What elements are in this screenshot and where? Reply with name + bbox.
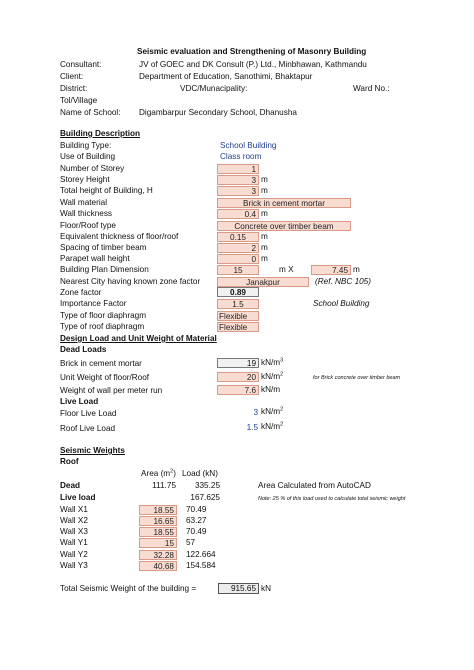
wall-thickness-cell[interactable]: 0.4: [217, 209, 259, 219]
row-dead-label: Dead: [60, 481, 81, 490]
parapet-unit: m: [261, 254, 268, 263]
live-load-heading: Live Load: [60, 397, 99, 406]
row-live-label: Live load: [60, 493, 96, 502]
beam-spacing-label: Spacing of timber beam: [60, 243, 147, 252]
roof-live-value: 1.5: [246, 423, 258, 432]
nearest-city-label: Nearest City having known zone factor: [60, 277, 201, 286]
consultant-label: Consultant:: [60, 60, 102, 69]
page-title: Seismic evaluation and Strengthening of Masonry Building: [137, 47, 367, 56]
floor-unit-cell[interactable]: 20: [217, 372, 259, 382]
plan-dimension-unit: m: [353, 265, 360, 274]
importance-cell[interactable]: 1.5: [217, 299, 259, 309]
total-label: Total Seismic Weight of the building =: [60, 584, 197, 593]
parapet-label: Parapet wall height: [60, 254, 130, 263]
use-label: Use of Building: [60, 152, 116, 161]
live-note: Note: 25 % of this load used to calculate total seismic weight: [258, 496, 406, 502]
wall-per-m-cell[interactable]: 7.6: [217, 385, 259, 395]
equiv-thickness-label: Equivalent thickness of floor/roof: [60, 232, 179, 241]
brick-value-cell[interactable]: 19: [217, 358, 259, 368]
school-label: Name of School:: [60, 108, 121, 117]
seismic-heading: Seismic Weights: [60, 446, 125, 455]
floor-diaphragm-label: Type of floor diaphragm: [60, 311, 147, 320]
total-value-cell[interactable]: 915.65: [218, 583, 259, 594]
area-note: Area Calculated from AutoCAD: [258, 481, 371, 490]
total-height-unit: m: [261, 186, 268, 195]
plan-dimension-separator: m X: [279, 265, 294, 274]
tol-label: Tol/Village: [60, 96, 98, 105]
school-value: Digambarpur Secondary School, Dhanusha: [139, 108, 297, 117]
importance-label: Importance Factor: [60, 299, 127, 308]
row-wall-x2-load: 63.27: [186, 516, 207, 525]
client-value: Department of Education, Sanothimi, Bhaktapur: [139, 72, 313, 81]
floor-roof-label: Floor/Roof type: [60, 221, 116, 230]
wall-material-cell[interactable]: Brick in cement mortar: [217, 198, 351, 208]
floor-unit-label: Unit Weight of floor/Roof: [60, 373, 150, 382]
row-wall-x2-area[interactable]: 16.65: [139, 516, 177, 526]
area-column-header: Area $(m^2)$: [141, 468, 176, 478]
row-wall-y2-label: Wall Y2: [60, 550, 88, 559]
row-wall-x3-load: 70.49: [186, 527, 207, 536]
client-label: Client:: [60, 72, 84, 81]
building-type-label: Building Type:: [60, 141, 112, 150]
building-type-value: School Building: [220, 141, 277, 150]
row-wall-y1-area[interactable]: 15: [139, 538, 177, 548]
total-height-label: Total height of Building, H: [60, 186, 153, 195]
vdc-label: VDC/Munacipality:: [180, 84, 248, 93]
wall-per-m-label: Weight of wall per meter run: [60, 386, 163, 395]
zone-factor-cell[interactable]: 0.89: [217, 287, 259, 297]
floor-unit-unit: $kN/m^2$: [261, 371, 284, 381]
total-unit: kN: [261, 584, 272, 593]
floor-unit-note: for Brick concrete over timber beam: [313, 375, 401, 381]
row-wall-x3-area[interactable]: 18.55: [139, 527, 177, 537]
parapet-cell[interactable]: 0: [217, 254, 259, 264]
loads-heading: Design Load and Unit Weight of Material: [60, 334, 217, 343]
nearest-city-ref: (Ref. NBC 105): [315, 277, 371, 286]
wall-thickness-label: Wall thickness: [60, 209, 113, 218]
plan-dimension-label: Building Plan Dimension: [60, 265, 149, 274]
roof-live-unit: $kN/m^2$: [261, 421, 284, 431]
ward-label: Ward No.:: [353, 84, 390, 93]
plan-dimension-x-cell[interactable]: 15: [217, 265, 259, 275]
row-live-load: 167.625: [190, 493, 220, 502]
row-wall-x1-area[interactable]: 18.55: [139, 505, 177, 515]
beam-spacing-cell[interactable]: 2: [217, 243, 259, 253]
equiv-thickness-unit: m: [261, 232, 268, 241]
row-wall-x1-load: 70.49: [186, 505, 207, 514]
floor-live-label: Floor Live Load: [60, 409, 117, 418]
row-dead-area: 111.75: [152, 481, 176, 490]
storey-label: Number of Storey: [60, 164, 125, 173]
roof-heading: Roof: [60, 457, 79, 466]
beam-spacing-unit: m: [261, 243, 268, 252]
storey-height-cell[interactable]: 3: [217, 175, 259, 185]
wall-material-label: Wall material: [60, 198, 108, 207]
roof-live-label: Roof Live Load: [60, 424, 116, 433]
row-wall-y1-label: Wall Y1: [60, 538, 88, 547]
floor-diaphragm-cell[interactable]: Flexible: [217, 311, 259, 321]
row-wall-y3-load: 154.584: [186, 561, 216, 570]
equiv-thickness-cell[interactable]: 0.15: [217, 232, 259, 242]
roof-diaphragm-cell[interactable]: Flexible: [217, 322, 259, 332]
row-wall-x2-label: Wall X2: [60, 516, 88, 525]
row-dead-load: 335.25: [194, 481, 220, 490]
storey-value-cell[interactable]: 1: [217, 164, 259, 174]
use-value: Class room: [220, 152, 262, 161]
total-height-cell[interactable]: 3: [217, 186, 259, 196]
building-heading: Building Description: [60, 129, 141, 138]
row-wall-y2-area[interactable]: 32.28: [139, 550, 177, 560]
brick-unit: $kN/m^3$: [261, 357, 284, 367]
storey-height-unit: m: [261, 175, 268, 184]
row-wall-y1-load: 57: [186, 538, 196, 547]
wall-per-m-unit: kN/m: [261, 385, 281, 394]
district-label: District:: [60, 84, 88, 93]
roof-diaphragm-label: Type of roof diaphragm: [60, 322, 145, 331]
wall-thickness-unit: m: [261, 209, 268, 218]
storey-height-label: Storey Height: [60, 175, 110, 184]
dead-loads-heading: Dead Loads: [60, 345, 107, 354]
floor-roof-cell[interactable]: Concrete over timber beam: [217, 221, 351, 231]
plan-dimension-y-cell[interactable]: 7.45: [311, 265, 351, 275]
brick-label: Brick in cement mortar: [60, 359, 142, 368]
zone-factor-label: Zone factor: [60, 288, 102, 297]
row-wall-x3-label: Wall X3: [60, 527, 88, 536]
floor-live-unit: $kN/m^2$: [261, 406, 284, 416]
row-wall-y2-load: 122.664: [186, 550, 216, 559]
nearest-city-cell[interactable]: Janakpur: [217, 277, 309, 287]
load-column-header: Load (kN): [182, 469, 218, 478]
row-wall-x1-label: Wall X1: [60, 505, 88, 514]
row-wall-y3-area[interactable]: 40.68: [139, 561, 177, 571]
floor-live-value: 3: [253, 408, 258, 417]
consultant-value: JV of GOEC and DK Consult (P.) Ltd., Minbhawan, Kathmandu: [139, 60, 367, 69]
importance-note: School Building: [313, 299, 370, 308]
row-wall-y3-label: Wall Y3: [60, 561, 88, 570]
